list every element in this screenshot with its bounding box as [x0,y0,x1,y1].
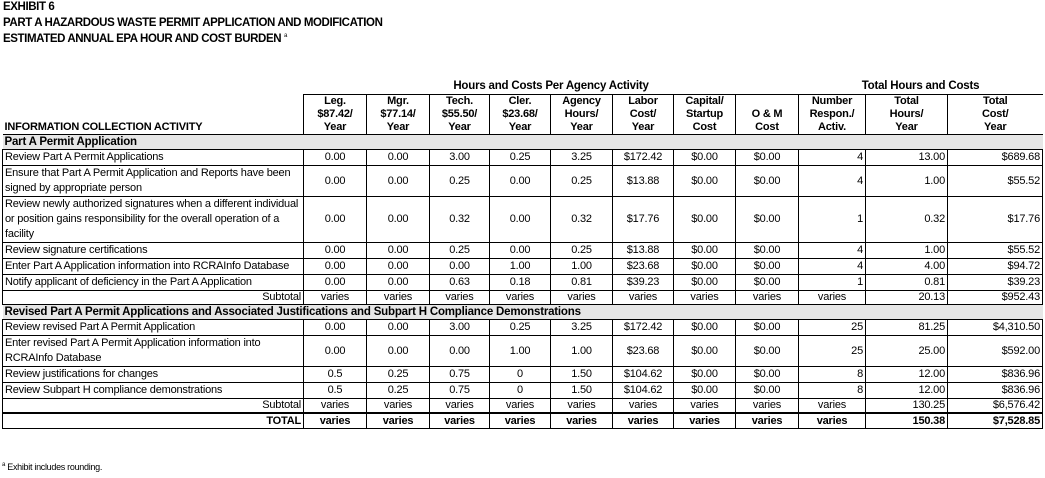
cell-col-9: 4 [799,166,866,197]
footnote-marker: a [2,462,6,468]
cell-col-9: varies [799,399,866,414]
column-header-line: $87.42/ [317,108,353,120]
table-row [3,336,1043,367]
cell-col-10: 20.13 [866,291,948,305]
cell-col-11: $7,528.85 [948,413,1043,429]
cell-col-10: 4.00 [866,259,948,275]
subtotal-row [3,291,1043,305]
column-header-9 [799,95,866,135]
cell-col-6: $104.62 [613,383,674,399]
cell-col-8: varies [736,413,799,429]
column-header-line: Year [323,121,347,133]
cell-col-8: $0.00 [736,275,799,291]
cell-col-1: 0.00 [304,166,367,197]
activity-cell: Review revised Part A Permit Application [3,320,304,336]
cell-col-11: $55.52 [948,166,1043,197]
activity-cell: Review signature certifications [3,243,304,259]
cell-col-3: varies [430,291,490,305]
column-header-10 [866,95,948,135]
exhibit-number: EXHIBIT 6 [3,1,55,13]
column-header-6 [613,95,674,135]
cell-col-11: $4,310.50 [948,320,1043,336]
column-header-line: Mgr. [387,95,409,107]
column-header-row [3,95,1043,135]
column-header-line: Year [570,121,593,133]
column-header-line: Number [811,95,853,107]
column-header-2 [367,95,430,135]
cell-col-4: varies [490,291,551,305]
cell-col-10: 1.00 [866,243,948,259]
cell-col-7: varies [674,399,736,414]
cell-col-6: varies [613,291,674,305]
cell-col-5: varies [551,291,613,305]
cell-col-8: varies [736,291,799,305]
cell-col-4: 0 [490,383,551,399]
cell-col-10: 25.00 [866,336,948,367]
cell-col-9: 1 [799,197,866,243]
column-header-line: Total [983,95,1008,107]
cell-col-2: 0.00 [367,320,430,336]
activity-cell: Review justifications for changes [3,367,304,383]
cell-col-7: $0.00 [674,336,736,367]
cell-col-1: 0.00 [304,150,367,166]
cell-col-6: $13.88 [613,166,674,197]
column-header-3 [430,95,490,135]
cell-col-11: $6,576.42 [948,399,1043,414]
cell-col-7: $0.00 [674,197,736,243]
cell-col-5: 0.32 [551,197,613,243]
cell-col-1: varies [304,291,367,305]
activity-cell: Review newly authorized signatures when a different individual or position gains responsibility for the overall operation of a facility [3,197,304,243]
cell-col-8: $0.00 [736,243,799,259]
subtotal-label: Subtotal [3,291,304,305]
cell-col-9: 8 [799,383,866,399]
cell-col-1: 0.00 [304,336,367,367]
section-title: Part A Permit Application [3,135,1043,150]
cell-col-8: $0.00 [736,336,799,367]
cell-col-7: $0.00 [674,243,736,259]
table-row [3,367,1043,383]
cell-col-9: 1 [799,275,866,291]
cell-col-10: 12.00 [866,367,948,383]
cell-col-2: 0.00 [367,336,430,367]
cell-col-2: 0.00 [367,275,430,291]
cell-col-7: $0.00 [674,275,736,291]
cell-col-1: 0.00 [304,275,367,291]
cell-col-5: varies [551,413,613,429]
cell-col-7: varies [674,291,736,305]
activity-cell: Review Subpart H compliance demonstrations [3,383,304,399]
subtotal-row [3,399,1043,414]
cell-col-8: $0.00 [736,367,799,383]
cell-col-5: 3.25 [551,320,613,336]
activity-cell: Notify applicant of deficiency in the Part A Application [3,275,304,291]
cell-col-7: $0.00 [674,150,736,166]
footnote-marker: a [283,33,287,40]
activity-cell: Enter revised Part A Permit Application information into RCRAInfo Database [3,336,304,367]
cell-col-5: 1.00 [551,259,613,275]
cell-col-3: 0.32 [430,197,490,243]
cell-col-4: 1.00 [490,259,551,275]
cell-col-9: 4 [799,243,866,259]
cell-col-2: 0.00 [367,243,430,259]
column-header-line: Agency [562,95,601,107]
cell-col-6: varies [613,399,674,414]
column-header-line: Labor [628,95,658,107]
cell-col-5: varies [551,399,613,414]
cell-col-3: 3.00 [430,320,490,336]
column-header-5 [551,95,613,135]
cell-col-11: $836.96 [948,367,1043,383]
column-header-line: Respon./ [809,108,855,120]
column-header-line: Year [895,121,918,133]
cell-col-2: 0.00 [367,197,430,243]
cell-col-10: 13.00 [866,150,948,166]
table-row [3,150,1043,166]
cell-col-10: 0.32 [866,197,948,243]
cell-col-5: 3.25 [551,150,613,166]
cell-col-4: 1.00 [490,336,551,367]
burden-table [2,78,1043,429]
cell-col-5: 1.00 [551,336,613,367]
column-header-line [738,95,796,108]
cell-col-6: $172.42 [613,150,674,166]
cell-col-5: 1.50 [551,367,613,383]
cell-col-8: $0.00 [736,383,799,399]
cell-col-7: $0.00 [674,166,736,197]
cell-col-1: 0.00 [304,197,367,243]
column-header-line: Startup [685,108,724,120]
column-header-line: Hours/ [564,108,599,120]
table-row [3,197,1043,243]
table-row [3,275,1043,291]
column-header-line: Cost/ [629,108,657,120]
cell-col-4: 0.00 [490,243,551,259]
cell-col-9: 8 [799,367,866,383]
cell-col-2: 0.00 [367,259,430,275]
cell-col-9: varies [799,291,866,305]
cell-col-1: varies [304,413,367,429]
column-header-line: Total [894,95,919,107]
column-header-7 [674,95,736,135]
cell-col-6: $23.68 [613,336,674,367]
column-header-line: Year [631,121,655,133]
cell-col-9: varies [799,413,866,429]
column-header-line: Cost/ [981,108,1009,120]
table-row [3,166,1043,197]
cell-col-5: 0.81 [551,275,613,291]
cell-col-4: varies [490,413,551,429]
table-row [3,259,1043,275]
cell-col-10: 81.25 [866,320,948,336]
cell-col-6: $104.62 [613,367,674,383]
cell-col-3: varies [430,413,490,429]
cell-col-7: $0.00 [674,383,736,399]
group-total-hours-costs: Total Hours and Costs [799,78,1043,95]
cell-col-5: 0.25 [551,166,613,197]
cell-col-2: 0.25 [367,383,430,399]
cell-col-3: 0.00 [430,336,490,367]
column-header-line: Tech. [446,95,473,107]
cell-col-4: varies [490,399,551,414]
subtotal-label: Subtotal [3,399,304,414]
cell-col-11: $55.52 [948,243,1043,259]
cell-col-11: $592.00 [948,336,1043,367]
column-header-4 [490,95,551,135]
cell-col-3: 0.25 [430,166,490,197]
cell-col-1: varies [304,399,367,414]
cell-col-8: $0.00 [736,150,799,166]
section-header [3,305,1043,320]
column-header-line: Activ. [818,121,846,133]
cell-col-2: varies [367,291,430,305]
activity-column-header: INFORMATION COLLECTION ACTIVITY [3,95,304,135]
cell-col-6: $23.68 [613,259,674,275]
cell-col-1: 0.00 [304,320,367,336]
cell-col-2: 0.25 [367,367,430,383]
cell-col-4: 0.25 [490,320,551,336]
cell-col-3: 3.00 [430,150,490,166]
cell-col-10: 0.81 [866,275,948,291]
cell-col-5: 0.25 [551,243,613,259]
column-header-line: Year [508,121,532,133]
column-header-line: $55.50/ [441,108,478,120]
cell-col-10: 12.00 [866,383,948,399]
column-header-line: Capital/ [685,95,724,107]
column-header-line: $77.14/ [380,108,416,120]
cell-col-2: 0.00 [367,150,430,166]
cell-col-5: 1.50 [551,383,613,399]
total-row [3,413,1043,429]
activity-cell: Ensure that Part A Permit Application and Reports have been signed by appropriate person [3,166,304,197]
cell-col-3: 0.00 [430,259,490,275]
cell-col-2: varies [367,399,430,414]
total-label: TOTAL [3,413,304,429]
cell-col-9: 4 [799,150,866,166]
cell-col-8: varies [736,399,799,414]
cell-col-3: 0.75 [430,383,490,399]
section-header [3,135,1043,150]
cell-col-6: $172.42 [613,320,674,336]
cell-col-11: $689.68 [948,150,1043,166]
column-header-line: Cost [755,121,779,133]
column-header-11 [948,95,1043,135]
cell-col-4: 0 [490,367,551,383]
table-row [3,320,1043,336]
column-group-header [3,78,1043,95]
exhibit-subtitle: ESTIMATED ANNUAL EPA HOUR AND COST BURDEN $^a$ [3,33,287,45]
cell-col-11: $952.43 [948,291,1043,305]
cell-col-6: $39.23 [613,275,674,291]
cell-col-1: 0.00 [304,243,367,259]
cell-col-4: 0.18 [490,275,551,291]
cell-col-3: varies [430,399,490,414]
column-header-line: $23.68/ [502,108,538,120]
column-header-line: Leg. [324,95,346,107]
cell-col-7: varies [674,413,736,429]
column-header-line: Year [386,121,410,133]
cell-col-6: $17.76 [613,197,674,243]
cell-col-3: 0.75 [430,367,490,383]
section-title: Revised Part A Permit Applications and Associated Justifications and Subpart H Compliance Demonstrations [3,305,1043,320]
cell-col-1: 0.5 [304,367,367,383]
cell-col-9: 25 [799,336,866,367]
column-header-1 [304,95,367,135]
column-header-line: Cler. [508,95,532,107]
cell-col-9: 4 [799,259,866,275]
cell-col-4: 0.00 [490,166,551,197]
activity-cell: Enter Part A Application information into RCRAInfo Database [3,259,304,275]
cell-col-11: $836.96 [948,383,1043,399]
cell-col-1: 0.00 [304,259,367,275]
cell-col-3: 0.25 [430,243,490,259]
cell-col-10: 130.25 [866,399,948,414]
cell-col-4: 0.25 [490,150,551,166]
cell-col-8: $0.00 [736,166,799,197]
column-header-line: Year [984,121,1007,133]
table-row [3,243,1043,259]
column-header-line: Cost [692,121,717,133]
cell-col-7: $0.00 [674,259,736,275]
cell-col-9: 25 [799,320,866,336]
cell-col-8: $0.00 [736,259,799,275]
footnote: $^a$ Exhibit includes rounding. [2,462,103,472]
cell-col-1: 0.5 [304,383,367,399]
cell-col-10: 150.38 [866,413,948,429]
cell-col-11: $17.76 [948,197,1043,243]
table-row [3,383,1043,399]
cell-col-8: $0.00 [736,320,799,336]
cell-col-6: varies [613,413,674,429]
cell-col-7: $0.00 [674,367,736,383]
cell-col-10: 1.00 [866,166,948,197]
activity-cell: Review Part A Permit Applications [3,150,304,166]
cell-col-2: varies [367,413,430,429]
cell-col-11: $94.72 [948,259,1043,275]
exhibit-title: PART A HAZARDOUS WASTE PERMIT APPLICATION AND MODIFICATION [3,17,383,29]
cell-col-7: $0.00 [674,320,736,336]
cell-col-11: $39.23 [948,275,1043,291]
column-header-line: Year [448,121,471,133]
column-header-8 [736,95,799,135]
cell-col-6: $13.88 [613,243,674,259]
column-header-line: O & M [751,108,783,120]
group-agency-activity: Hours and Costs Per Agency Activity [304,78,799,95]
column-header-line: Hours/ [889,108,924,120]
cell-col-2: 0.00 [367,166,430,197]
cell-col-4: 0.00 [490,197,551,243]
cell-col-3: 0.63 [430,275,490,291]
cell-col-8: $0.00 [736,197,799,243]
